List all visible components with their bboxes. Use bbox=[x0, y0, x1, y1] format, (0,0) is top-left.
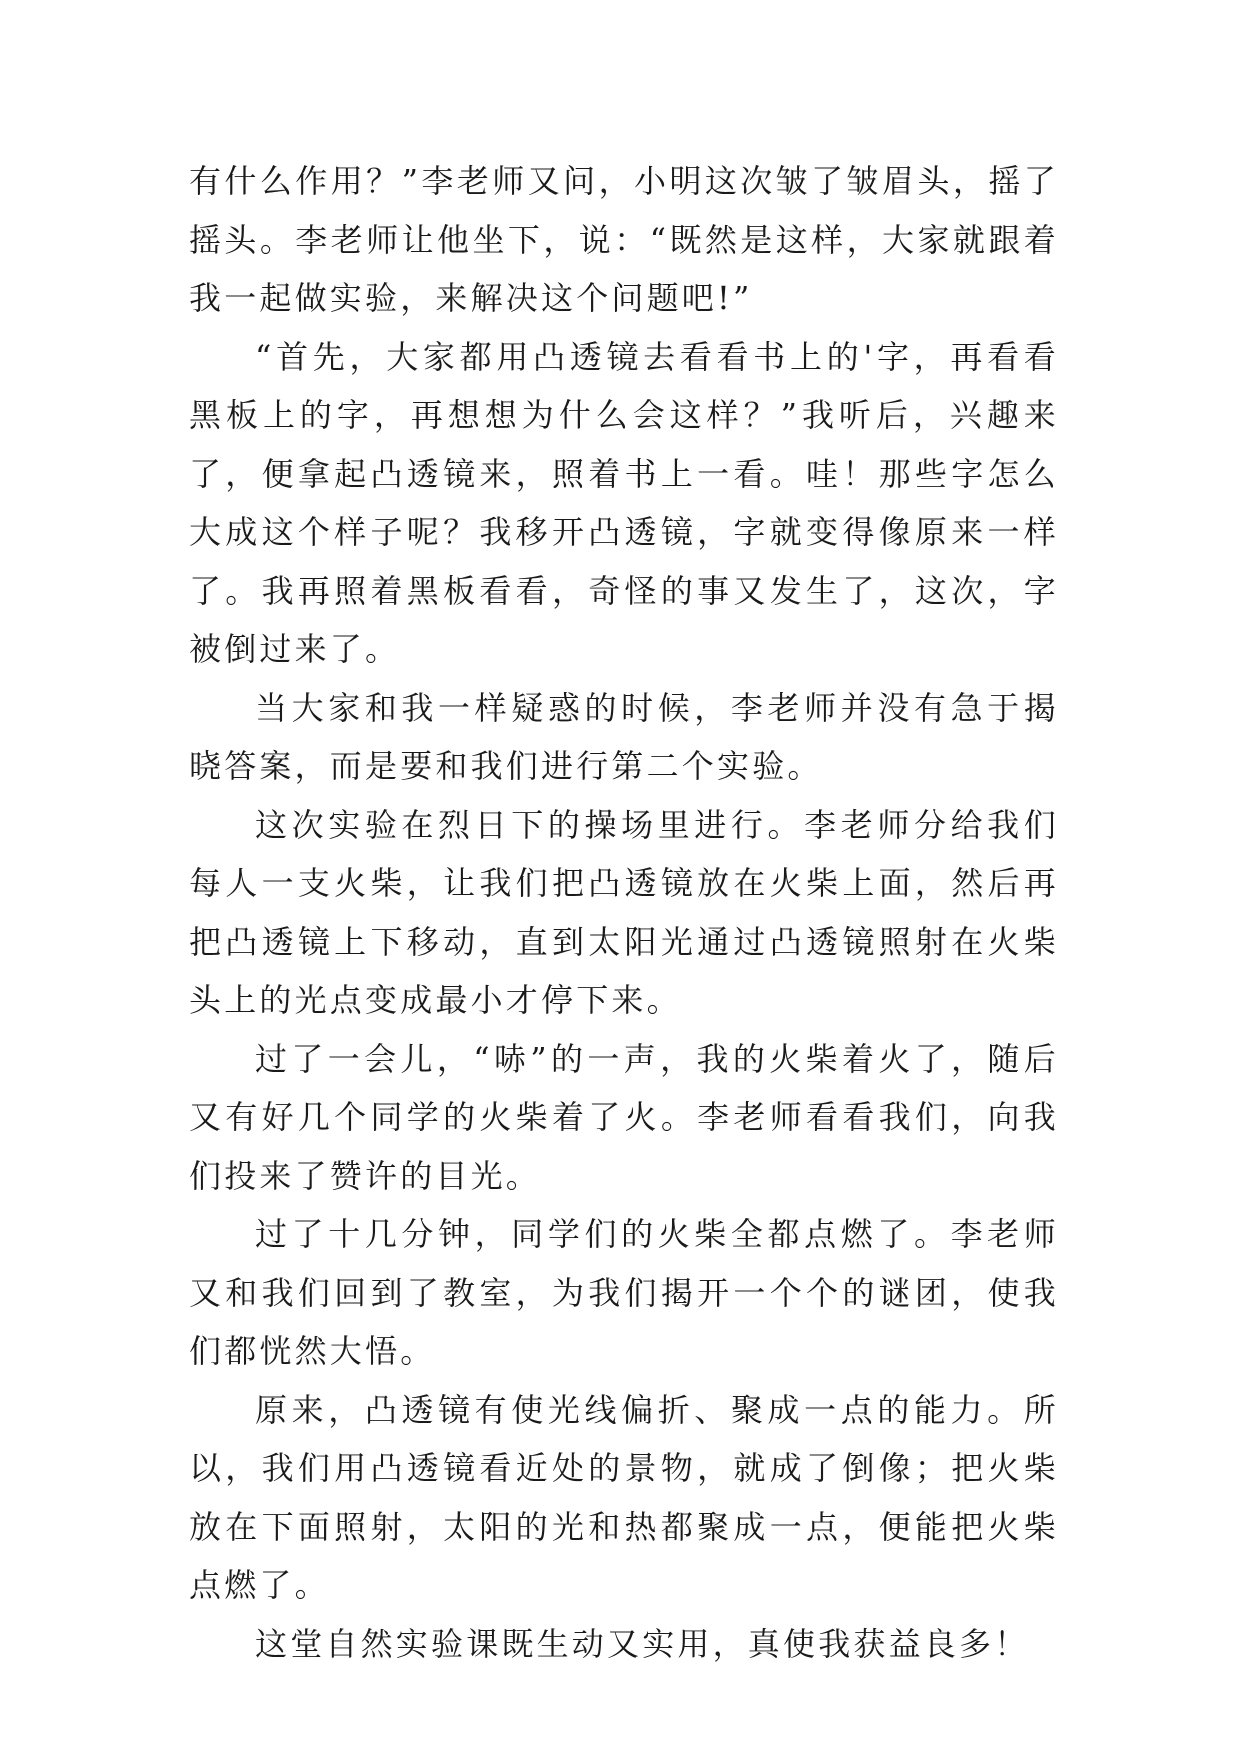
document-page bbox=[189, 152, 1059, 1673]
paragraph-4: 这次实验在烈日下的操场里进行。李老师分给我们每人一支火柴，让我们把凸透镜放在火柴上面，然后再把凸透镜上下移动，直到太阳光通过凸透镜照射在火柴头上的光点变成最小才停下来。 bbox=[189, 805, 1059, 1019]
paragraph-1: 有什么作用？”李老师又问，小明这次皱了皱眉头，摇了摇头。李老师让他坐下，说：“既然是这样，大家就跟着我一起做实验，来解决这个问题吧!” bbox=[189, 162, 1059, 317]
paragraph-7: 原来，凸透镜有使光线偏折、聚成一点的能力。所以，我们用凸透镜看近处的景物，就成了倒像；把火柴放在下面照射，太阳的光和热都聚成一点，便能把火柴点燃了。 bbox=[189, 1390, 1059, 1604]
paragraph-2: “首先，大家都用凸透镜去看看书上的'字，再看看黑板上的字，再想想为什么会这样？”我听后，兴趣来了，便拿起凸透镜来，照着书上一看。哇！那些字怎么大成这个样子呢？我移开凸透镜，字就变得像原来一样了。我再照着黑板看看，奇怪的事又发生了，这次，字被倒过来了。 bbox=[189, 337, 1059, 668]
paragraph-8: 这堂自然实验课既生动又实用，真使我获益良多！ bbox=[255, 1624, 1030, 1663]
paragraph-6: 过了十几分钟，同学们的火柴全都点燃了。李老师又和我们回到了教室，为我们揭开一个个的谜团，使我们都恍然大悟。 bbox=[189, 1215, 1059, 1370]
paragraph-5: 过了一会儿，“哧”的一声，我的火柴着火了，随后又有好几个同学的火柴着了火。李老师看看我们，向我们投来了赞许的目光。 bbox=[189, 1039, 1059, 1195]
paragraph-3: 当大家和我一样疑惑的时候，李老师并没有急于揭晓答案，而是要和我们进行第二个实验。 bbox=[189, 688, 1059, 785]
